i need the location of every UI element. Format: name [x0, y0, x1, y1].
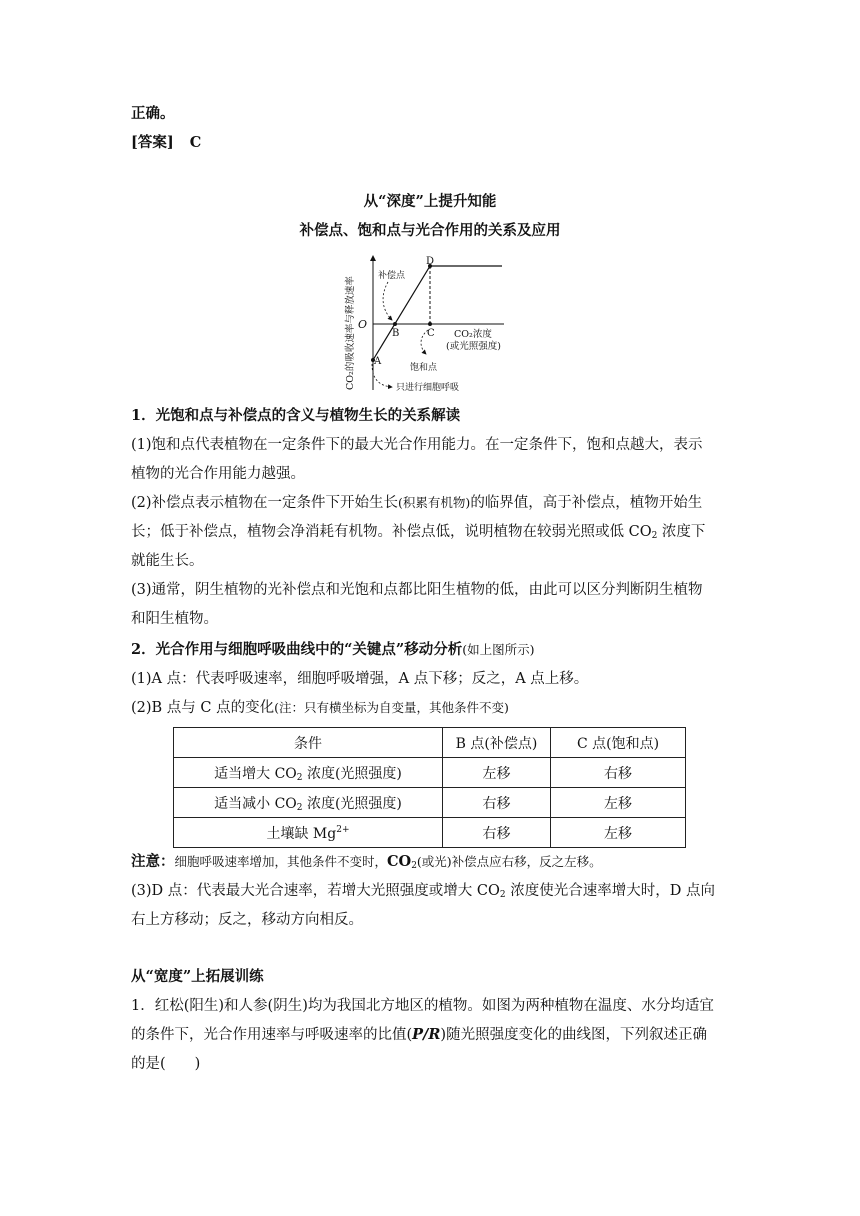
table-cell: 右移	[443, 788, 551, 818]
cond-sub: 2	[296, 802, 303, 813]
note-text-a: 细胞呼吸速率增加，其他条件不变时，	[174, 854, 388, 869]
point1-p2-line1	[131, 492, 702, 514]
respiration-note: 只进行细胞呼吸	[396, 383, 460, 393]
point1-p2-line2	[131, 521, 705, 547]
p2-text-c: 的临界值，高于补偿点，植物开始生	[470, 495, 703, 511]
table-row	[174, 818, 686, 848]
point-a-label: A	[374, 356, 382, 367]
point2-heading	[131, 639, 535, 661]
question1-line1: 1．红松(阳生)和人参(阴生)均为我国北方地区的植物。如图为两种植物在温度、水分均适宜	[131, 998, 714, 1014]
cond-text: 适当增大 CO	[214, 765, 297, 782]
table-cell: 右移	[551, 758, 686, 788]
cond-text: 土壤缺 Mg	[266, 825, 337, 842]
p2-line2-a: 长；低于补偿点，植物会净消耗有机物。补偿点低，说明植物在较弱光照或低 CO	[131, 524, 652, 540]
point1-p3-line2: 和阳生植物。	[131, 611, 218, 627]
y-axis-label: CO₂的吸收速率与释放速率	[345, 276, 356, 390]
q1-line2-b: )随光照强度变化的曲线图，下列叙述正确	[440, 1027, 708, 1043]
saturation-note: 饱和点	[410, 363, 438, 373]
q1-line2-a: 的条件下，光合作用速率与呼吸速率的比值(	[131, 1027, 413, 1043]
point2-b-line-b: (注：只有横坐标为自变量，其他条件不变)	[274, 700, 509, 715]
table-cell: 左移	[551, 788, 686, 818]
point2-a-line: (1)A 点：代表呼吸速率，细胞呼吸增强，A 点下移；反之，A 点上移。	[131, 671, 589, 687]
table-cell: 左移	[551, 818, 686, 848]
question1-line2	[131, 1024, 707, 1046]
point2-heading-a: 2．光合作用与细胞呼吸曲线中的“关键点”移动分析	[131, 641, 463, 658]
table-header: 条件	[174, 728, 443, 758]
cond-sub: 2	[296, 772, 303, 783]
note-line	[131, 851, 602, 877]
point-c-label: C	[427, 328, 435, 339]
d-point-line1	[131, 880, 715, 906]
note-text-c: (或光)补偿点应右移，反之左移。	[416, 854, 602, 869]
d-line1-b: 浓度使光合速率增大时，D 点向	[505, 883, 715, 899]
q1-pr-ratio: P/R	[412, 1026, 441, 1043]
d-point-line2: 右上方移动；反之，移动方向相反。	[131, 912, 363, 928]
table-row	[174, 788, 686, 818]
table-cell	[174, 818, 443, 848]
point1-p2-line3: 就能生长。	[131, 553, 204, 569]
point1-p3-line1: (3)通常，阴生植物的光补偿点和光饱和点都比阳生植物的低，由此可以区分判断阴生植物	[131, 582, 703, 598]
table-cell: 右移	[443, 818, 551, 848]
p2-text-a: (2)补偿点表示植物在一定条件下开始生长	[131, 495, 399, 511]
point1-p1-line1: (1)饱和点代表植物在一定条件下的最大光合作用能力。在一定条件下，饱和点越大，表示	[131, 437, 703, 453]
x-axis-label-2: (或光照强度)	[446, 341, 501, 352]
p2-line2-sub: 2	[651, 531, 658, 541]
compensation-arrow	[383, 282, 392, 320]
note-label: 注意：	[131, 853, 175, 870]
point1-heading: 1．光饱和点与补偿点的含义与植物生长的关系解读	[131, 407, 461, 424]
compensation-note: 补偿点	[378, 271, 406, 281]
section-subtitle: 补偿点、饱和点与光合作用的关系及应用	[299, 222, 561, 239]
point-b-dot	[393, 322, 397, 326]
answer-label: [答案]	[131, 134, 174, 151]
extension-title: 从“宽度”上拓展训练	[131, 968, 264, 985]
compensation-saturation-figure	[336, 250, 536, 398]
table-header-row	[174, 728, 686, 758]
previous-answer-tail: 正确。	[131, 105, 175, 122]
table-row	[174, 758, 686, 788]
table-cell	[174, 758, 443, 788]
question1-line3: 的是( )	[131, 1056, 201, 1072]
d-line1-sub: 2	[499, 890, 506, 900]
cond-text: 浓度(光照强度)	[302, 795, 402, 812]
table-header: C 点(饱和点)	[551, 728, 686, 758]
note-text-b: CO	[387, 853, 412, 870]
point1-p1-line2: 植物的光合作用能力越强。	[131, 466, 305, 482]
answer-line	[131, 132, 201, 154]
point2-b-line-a: (2)B 点与 C 点的变化	[131, 700, 275, 716]
point-d-label: D	[426, 256, 435, 267]
point2-b-line	[131, 697, 509, 719]
note-sub: 2	[411, 861, 417, 871]
answer-value: C	[189, 134, 202, 151]
cond-sup: 2+	[336, 824, 350, 835]
section-title: 从“深度”上提升知能	[363, 193, 497, 210]
p2-line2-b: 浓度下	[657, 524, 706, 540]
origin-label: O	[358, 318, 368, 331]
table-cell: 左移	[443, 758, 551, 788]
point-b-label: B	[392, 328, 400, 339]
table-cell	[174, 788, 443, 818]
cond-text: 浓度(光照强度)	[302, 765, 402, 782]
cond-text: 适当减小 CO	[214, 795, 297, 812]
point-shift-table	[173, 727, 686, 848]
d-line1-a: (3)D 点：代表最大光合速率，若增大光照强度或增大 CO	[131, 883, 500, 899]
point2-heading-b: (如上图所示)	[462, 642, 535, 657]
x-axis-label-1: CO₂浓度	[454, 329, 492, 340]
table-header: B 点(补偿点)	[443, 728, 551, 758]
p2-text-b: (积累有机物)	[398, 495, 471, 510]
respiration-arrow	[372, 364, 392, 387]
point-c-dot	[428, 322, 432, 326]
